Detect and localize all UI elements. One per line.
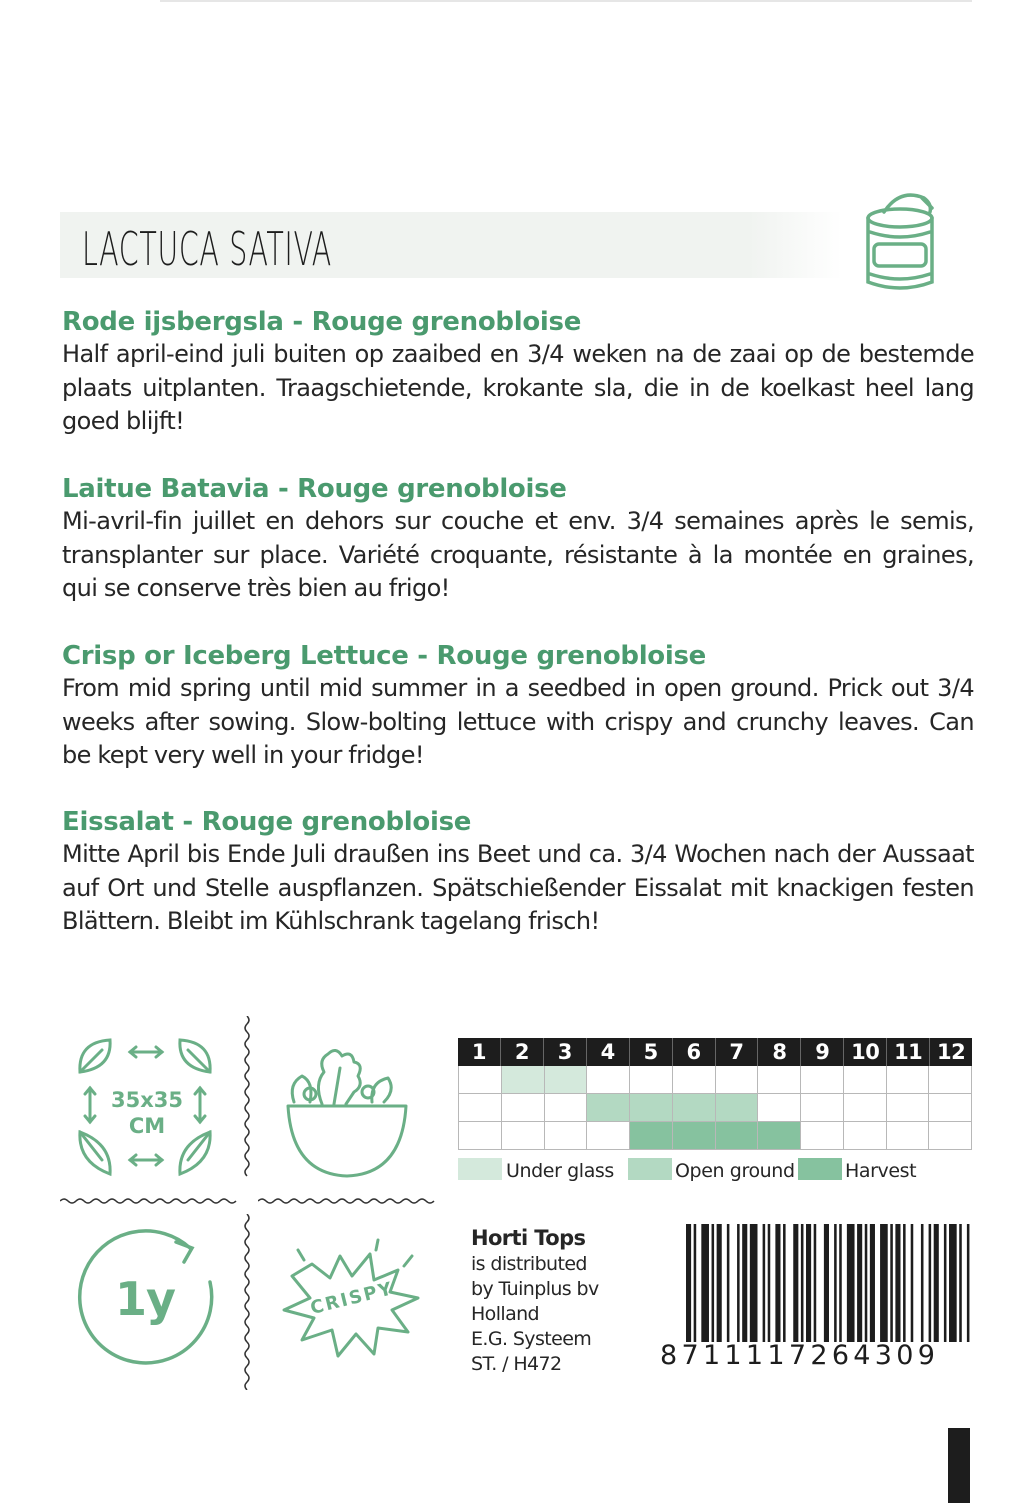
calendar-cell xyxy=(458,1122,502,1149)
calendar-cell xyxy=(929,1066,972,1093)
calendar-cell xyxy=(716,1122,759,1149)
crispy-icon xyxy=(278,1236,426,1366)
barcode-bar xyxy=(903,1224,906,1342)
barcode-bar xyxy=(929,1224,932,1342)
barcode-bar xyxy=(880,1224,888,1342)
calendar-cell xyxy=(545,1094,588,1121)
barcode-bar xyxy=(801,1224,804,1342)
section-french xyxy=(62,473,974,606)
calendar-cell xyxy=(587,1122,630,1149)
calendar-row xyxy=(458,1066,972,1094)
wavy-divider-vertical xyxy=(242,1214,252,1390)
brand-name: Horti Tops xyxy=(471,1226,586,1250)
barcode-bar xyxy=(686,1224,691,1342)
edge-tab xyxy=(948,1428,970,1503)
calendar-cell xyxy=(929,1094,972,1121)
legend-label-harvest: Harvest xyxy=(845,1160,917,1182)
distributor-line: Holland xyxy=(471,1303,540,1325)
lifespan-icon xyxy=(72,1226,218,1372)
calendar-legend xyxy=(458,1158,978,1184)
barcode-number: 8711117264309 xyxy=(660,1340,940,1371)
month-label: 5 xyxy=(630,1038,673,1066)
section-body: Half april-eind juli buiten op zaaibed en 3/4 weken na de zaai op de bestemde plaats uitplanten. Traagschietende, krokante sla, die in de koelkast heel lang goed blijft! xyxy=(62,340,974,435)
calendar-cell xyxy=(716,1066,759,1093)
section-body: From mid spring until mid summer in a seedbed in open ground. Prick out 3/4 weeks after sowing. Slow-bolting lettuce with crispy and crunchy leaves. Can be kept very well in your fridge! xyxy=(62,674,974,769)
barcode-bar xyxy=(742,1224,747,1342)
month-label: 10 xyxy=(844,1038,887,1066)
barcode-bar xyxy=(857,1224,862,1342)
month-label: 12 xyxy=(936,1040,966,1064)
can-icon xyxy=(860,190,940,294)
distributor-line: E.G. Systeem xyxy=(471,1328,592,1350)
barcode-bar xyxy=(834,1224,837,1342)
section-body: Mi-avril-fin juillet en dehors sur couche et env. 3/4 semaines après le semis, transplanter sur place. Variété croquante, résistante à la montée en graines, qui se conserve très bien au frigo! xyxy=(62,507,974,602)
legend-label-open-ground: Open ground xyxy=(675,1160,795,1182)
legend-swatch-harvest xyxy=(798,1158,842,1180)
salad-bowl-icon xyxy=(284,1044,410,1180)
barcode-bar xyxy=(870,1224,875,1342)
species-title: LACTUCA SATIVA xyxy=(82,222,332,276)
barcode-bar xyxy=(712,1224,715,1342)
wavy-divider-vertical xyxy=(242,1016,252,1178)
calendar-cell xyxy=(929,1122,972,1149)
calendar-cell xyxy=(502,1122,545,1149)
calendar-row xyxy=(458,1122,972,1150)
month-label: 8 xyxy=(758,1038,801,1066)
month-label: 7 xyxy=(716,1038,759,1066)
wavy-divider-horizontal xyxy=(258,1196,438,1206)
calendar-cell xyxy=(758,1122,801,1149)
barcode-bar xyxy=(921,1224,924,1342)
barcode-bar xyxy=(727,1224,730,1342)
barcode-bar xyxy=(967,1224,970,1342)
barcode-bar xyxy=(783,1224,786,1342)
calendar-cell xyxy=(758,1094,801,1121)
calendar-cell xyxy=(887,1066,930,1093)
barcode-bar xyxy=(949,1224,957,1342)
calendar-cell xyxy=(716,1094,759,1121)
legend-label-under-glass: Under glass xyxy=(506,1160,614,1182)
crispy-label: CRISPY xyxy=(308,1278,396,1319)
barcode-bar xyxy=(934,1224,939,1342)
barcode-bar xyxy=(717,1224,722,1342)
calendar-cell xyxy=(545,1066,588,1093)
calendar-cell xyxy=(502,1066,545,1093)
wavy-divider-horizontal xyxy=(60,1196,238,1206)
month-label: 3 xyxy=(544,1038,587,1066)
calendar-cell xyxy=(801,1066,844,1093)
month-label: 1 xyxy=(458,1038,501,1066)
calendar-cell xyxy=(587,1066,630,1093)
barcode-bar xyxy=(694,1224,697,1342)
month-label: 9 xyxy=(801,1038,844,1066)
distributor-line: ST. / H472 xyxy=(471,1353,562,1375)
calendar-cell xyxy=(630,1094,673,1121)
calendar-cell xyxy=(673,1094,716,1121)
section-body: Mitte April bis Ende Juli draußen ins Beet und ca. 3/4 Wochen nach der Aussaat auf Ort und Stelle auspflanzen. Spätschießender Eissalat mit knackigen festen Blättern. Bleibt im Kühlschrank tagelang frisch! xyxy=(62,840,974,935)
section-dutch xyxy=(62,306,974,439)
spacing-unit: CM xyxy=(128,1114,166,1138)
calendar-rows xyxy=(458,1066,972,1150)
barcode-bar xyxy=(775,1224,780,1342)
month-label: 2 xyxy=(501,1038,544,1066)
section-heading: Eissalat - Rouge grenobloise xyxy=(62,807,472,837)
section-heading: Laitue Batavia - Rouge grenobloise xyxy=(62,474,567,504)
barcode-bars xyxy=(686,1224,972,1342)
barcode-bar xyxy=(814,1224,817,1342)
spacing-value: 35x35 xyxy=(111,1088,183,1112)
calendar-cell xyxy=(844,1122,887,1149)
legend-swatch-open-ground xyxy=(628,1158,672,1180)
calendar-cell xyxy=(587,1094,630,1121)
barcode-bar xyxy=(911,1224,914,1342)
section-german xyxy=(62,806,974,939)
barcode-bar xyxy=(768,1224,771,1342)
section-english xyxy=(62,640,974,773)
distributor-info xyxy=(471,1224,661,1377)
sowing-calendar xyxy=(458,1038,972,1150)
calendar-cell xyxy=(887,1122,930,1149)
month-label: 11 xyxy=(887,1038,930,1066)
calendar-cell xyxy=(758,1066,801,1093)
calendar-cell xyxy=(673,1066,716,1093)
calendar-cell xyxy=(887,1094,930,1121)
distributor-line: by Tuinplus bv xyxy=(471,1278,599,1300)
barcode-bar xyxy=(890,1224,893,1342)
top-rule xyxy=(160,0,972,2)
calendar-cell xyxy=(630,1066,673,1093)
calendar-cell xyxy=(844,1066,887,1093)
distributor-line: is distributed xyxy=(471,1253,587,1275)
barcode-bar xyxy=(793,1224,798,1342)
section-heading: Crisp or Iceberg Lettuce - Rouge grenobloise xyxy=(62,641,706,671)
calendar-cell xyxy=(801,1122,844,1149)
barcode-bar xyxy=(895,1224,900,1342)
calendar-row xyxy=(458,1094,972,1122)
calendar-cell xyxy=(630,1122,673,1149)
calendar-cell xyxy=(458,1066,502,1093)
month-label: 4 xyxy=(587,1038,630,1066)
barcode-bar xyxy=(959,1224,962,1342)
barcode-bar xyxy=(763,1224,766,1342)
barcode-bar xyxy=(750,1224,758,1342)
month-label: 6 xyxy=(673,1038,716,1066)
barcode-bar xyxy=(737,1224,740,1342)
barcode-bar xyxy=(839,1224,842,1342)
barcode-bar xyxy=(944,1224,947,1342)
calendar-cell xyxy=(458,1094,502,1121)
barcode xyxy=(660,1224,972,1370)
calendar-month-header xyxy=(458,1038,972,1066)
lifespan-value: 1y xyxy=(115,1272,175,1326)
calendar-cell xyxy=(502,1094,545,1121)
calendar-cell xyxy=(844,1094,887,1121)
calendar-cell xyxy=(801,1094,844,1121)
barcode-bar xyxy=(824,1224,829,1342)
barcode-bar xyxy=(847,1224,855,1342)
section-heading: Rode ijsbergsla - Rouge grenobloise xyxy=(62,307,582,337)
barcode-bar xyxy=(865,1224,868,1342)
legend-swatch-under-glass xyxy=(458,1158,502,1180)
calendar-cell xyxy=(673,1122,716,1149)
barcode-bar xyxy=(806,1224,811,1342)
barcode-bar xyxy=(701,1224,709,1342)
spacing-icon xyxy=(70,1032,220,1182)
calendar-cell xyxy=(545,1122,588,1149)
